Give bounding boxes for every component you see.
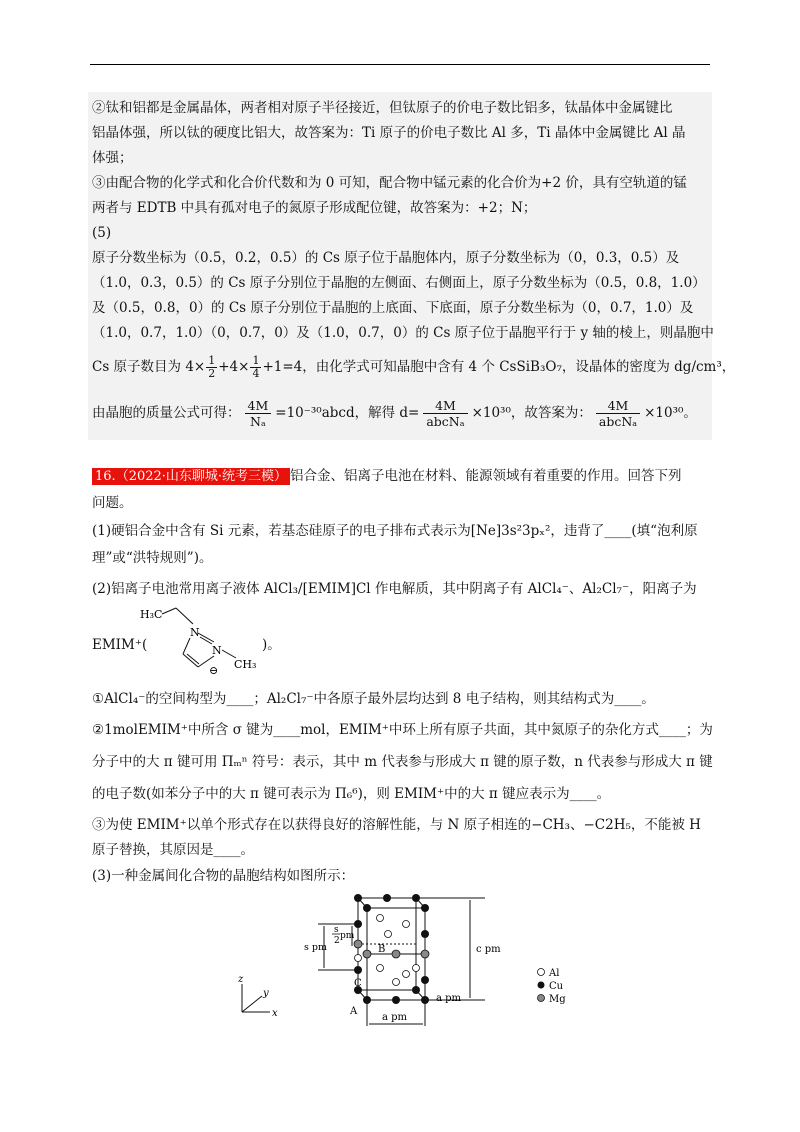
question-line: 问题。 xyxy=(92,495,133,511)
cu-atom xyxy=(421,904,429,912)
text-span: 由晶胞的质量公式可得： xyxy=(92,405,241,421)
atom-label-b: B xyxy=(378,944,386,955)
legend-cu-label: Cu xyxy=(549,981,564,992)
answer-line: 及（0.5，0.8，0）的 Cs 原子分别位于晶胞的上底面、下底面，原子分数坐标为（0，0.7，1.0）及 xyxy=(92,300,694,316)
question-intro: 铝合金、铝离子电池在材料、能源领域有着重要的作用。回答下列 xyxy=(290,468,682,484)
cu-atom xyxy=(392,996,400,1004)
question-number: 16. xyxy=(95,469,116,484)
cu-atom xyxy=(412,894,420,902)
fraction-num: 4M xyxy=(423,398,467,414)
ring-bond xyxy=(183,638,190,654)
al-atom xyxy=(377,915,384,922)
text-span: +4× xyxy=(218,359,250,375)
dim-c-label: c pm xyxy=(476,944,501,955)
al-atom xyxy=(403,921,410,928)
dim-a-bottom-label: a pm xyxy=(382,1012,408,1023)
fraction-den: abcNₐ xyxy=(598,414,638,429)
question-line: (3)一种金属间化合物的晶胞结构如图所示： xyxy=(92,868,355,884)
answer-line: 原子分数坐标为（0.5，0.2，0.5）的 Cs 原子位于晶胞体内，原子分数坐标为（0，0.3，0.5）及 xyxy=(92,250,680,266)
nitrogen-bottom: N xyxy=(212,644,222,657)
answer-line: 铝晶体强，所以钛的硬度比铝大，故答案为：Ti 原子的价电子数比 Al 多，Ti 晶体中金属键比 Al 晶 xyxy=(92,125,686,141)
answer-line-formula xyxy=(92,398,697,429)
al-atom xyxy=(393,979,400,986)
al-atom xyxy=(355,955,362,962)
y-axis xyxy=(242,996,262,1012)
cu-atom xyxy=(421,976,429,984)
fraction-num: 4M xyxy=(245,398,272,414)
bond xyxy=(222,650,236,658)
question-source: （2022·山东聊城·统考三模） xyxy=(115,469,288,484)
dim-a-right-label: a pm xyxy=(436,993,462,1004)
dim-s-label: s pm xyxy=(304,942,327,953)
answer-line: （1.0，0.3，0.5）的 Cs 原子分别位于晶胞的左侧面、右侧面上，原子分数坐标为（0.5，0.8，1.0） xyxy=(92,275,706,291)
cu-atom xyxy=(421,996,429,1004)
question-line: ①AlCl₄⁻的空间构型为____；Al₂Cl₇⁻中各原子最外层均达到 8 电子结构，则其结构式为____。 xyxy=(92,691,655,707)
text-span: Cs 原子数目为 4× xyxy=(92,359,206,375)
question-line: ③为使 EMIM⁺以单个形式存在以获得良好的溶解性能，与 N 原子相连的−CH₃、−C2H₅，不能被 H xyxy=(92,817,701,833)
emim-close: )。 xyxy=(262,637,281,653)
question-line: (2)铝离子电池常用离子液体 AlCl₃/[EMIM]Cl 作电解质，其中阴离子有 AlCl₄⁻、Al₂Cl₇⁻，阳离子为 xyxy=(92,581,697,597)
al-atom xyxy=(413,965,420,972)
cu-atom xyxy=(354,920,362,928)
mg-atom xyxy=(421,950,429,958)
dim-s2-unit: pm xyxy=(340,931,355,941)
dim-s2-num: s xyxy=(334,925,339,935)
axis-z-label: z xyxy=(238,974,244,985)
mg-atom xyxy=(354,940,362,948)
cu-atom xyxy=(412,986,420,994)
legend-al-label: Al xyxy=(549,968,560,979)
axis-x-label: x xyxy=(272,1008,278,1019)
al-atom xyxy=(403,971,410,978)
fraction xyxy=(596,398,640,429)
bond xyxy=(162,608,176,614)
question-16-header xyxy=(92,467,682,486)
ring-bond xyxy=(183,654,198,667)
emim-label: EMIM⁺( xyxy=(92,637,148,653)
text-span: ×10³⁰，故答案为： xyxy=(471,405,592,421)
fraction-den: 2 xyxy=(208,367,216,380)
methyl-left-label: H₃C xyxy=(140,608,163,621)
fraction-den: 4 xyxy=(252,367,260,380)
axis-y-label: y xyxy=(263,988,269,999)
header-rule xyxy=(90,64,710,65)
cu-atom xyxy=(363,904,371,912)
question-line: (1)硬铝合金中含有 Si 元素，若基态硅原子的电子排布式表示为[Ne]3s²3pₓ²，违背了____(填“泡利原 xyxy=(92,523,698,539)
crystal-cell-figure xyxy=(230,888,600,1036)
mg-atom xyxy=(392,950,400,958)
question-line: 的电子数(如苯分子中的大 π 键可表示为 Π₆⁶)，则 EMIM⁺中的大 π 键应表示为____。 xyxy=(92,786,611,802)
answer-line: （1.0，0.7，1.0）（0，0.7，0）及（1.0，0.7，0）的 Cs 原子位于晶胞平行于 y 轴的棱上，则晶胞中 xyxy=(92,325,714,341)
al-atom xyxy=(385,931,392,938)
fraction-num: 1 xyxy=(252,354,260,367)
fraction-num: 1 xyxy=(208,354,216,367)
fraction xyxy=(245,398,272,429)
cu-atom xyxy=(363,996,371,1004)
nitrogen-top: N xyxy=(190,626,200,639)
legend-al-swatch xyxy=(538,969,545,976)
legend-mg-label: Mg xyxy=(549,994,566,1005)
answer-line: ③由配合物的化学式和化合价代数和为 0 可知，配合物中锰元素的化合价为+2 价，具有空轨道的锰 xyxy=(92,175,687,191)
fraction xyxy=(206,355,217,380)
fraction xyxy=(423,398,467,429)
legend-mg-swatch xyxy=(538,995,545,1002)
bond xyxy=(176,608,193,624)
fraction-den: abcNₐ xyxy=(426,414,465,429)
answer-line: ②钛和铝都是金属晶体，两者相对原子半径接近，但钛原子的价电子数比铝多，钛晶体中金属键比 xyxy=(92,100,673,116)
text-span: +1=4，由化学式可知晶胞中含有 4 个 CsSiB₃O₇，设晶体的密度为 dg/cm³， xyxy=(262,359,736,375)
question-line: 原子替换，其原因是____。 xyxy=(92,842,254,858)
text-span: =10⁻³⁰abcd，解得 d= xyxy=(275,405,420,421)
atom-label-c: C xyxy=(354,978,362,989)
question-line: 理”或“洪特规则”)。 xyxy=(92,550,213,566)
emim-structure xyxy=(138,604,258,678)
question-line: 分子中的大 π 键可用 Πₘⁿ 符号：表示，其中 m 代表参与形成大 π 键的原子数，n 代表参与形成大 π 键 xyxy=(92,754,713,770)
cu-atom xyxy=(354,966,362,974)
question-line: ②1molEMIM⁺中所含 σ 键为____mol，EMIM⁺中环上所有原子共面，其中氮原子的杂化方式____；为 xyxy=(92,722,713,738)
legend-cu-swatch xyxy=(538,982,545,989)
answer-line: 体强； xyxy=(92,150,133,166)
answer-line: (5) xyxy=(92,225,112,241)
answer-line: 两者与 EDTB 中具有孤对电子的氮原子形成配位键，故答案为：+2；N； xyxy=(92,200,537,216)
methyl-right-label: CH₃ xyxy=(234,658,257,671)
fraction-den: Nₐ xyxy=(250,414,266,429)
cu-atom xyxy=(383,894,391,902)
atom-label-a: A xyxy=(350,1006,358,1017)
mg-atom xyxy=(363,950,371,958)
charge-symbol: ⊖ xyxy=(209,664,219,677)
cu-atom xyxy=(354,894,362,902)
fraction xyxy=(250,355,261,380)
al-atom xyxy=(377,965,384,972)
fraction-num: 4M xyxy=(596,398,640,414)
dim-s2-den: 2 xyxy=(334,936,340,946)
answer-line-formula xyxy=(92,355,735,380)
question-source-tag[interactable] xyxy=(92,468,290,485)
cu-atom xyxy=(421,930,429,938)
text-span: ×10³⁰。 xyxy=(644,405,697,421)
